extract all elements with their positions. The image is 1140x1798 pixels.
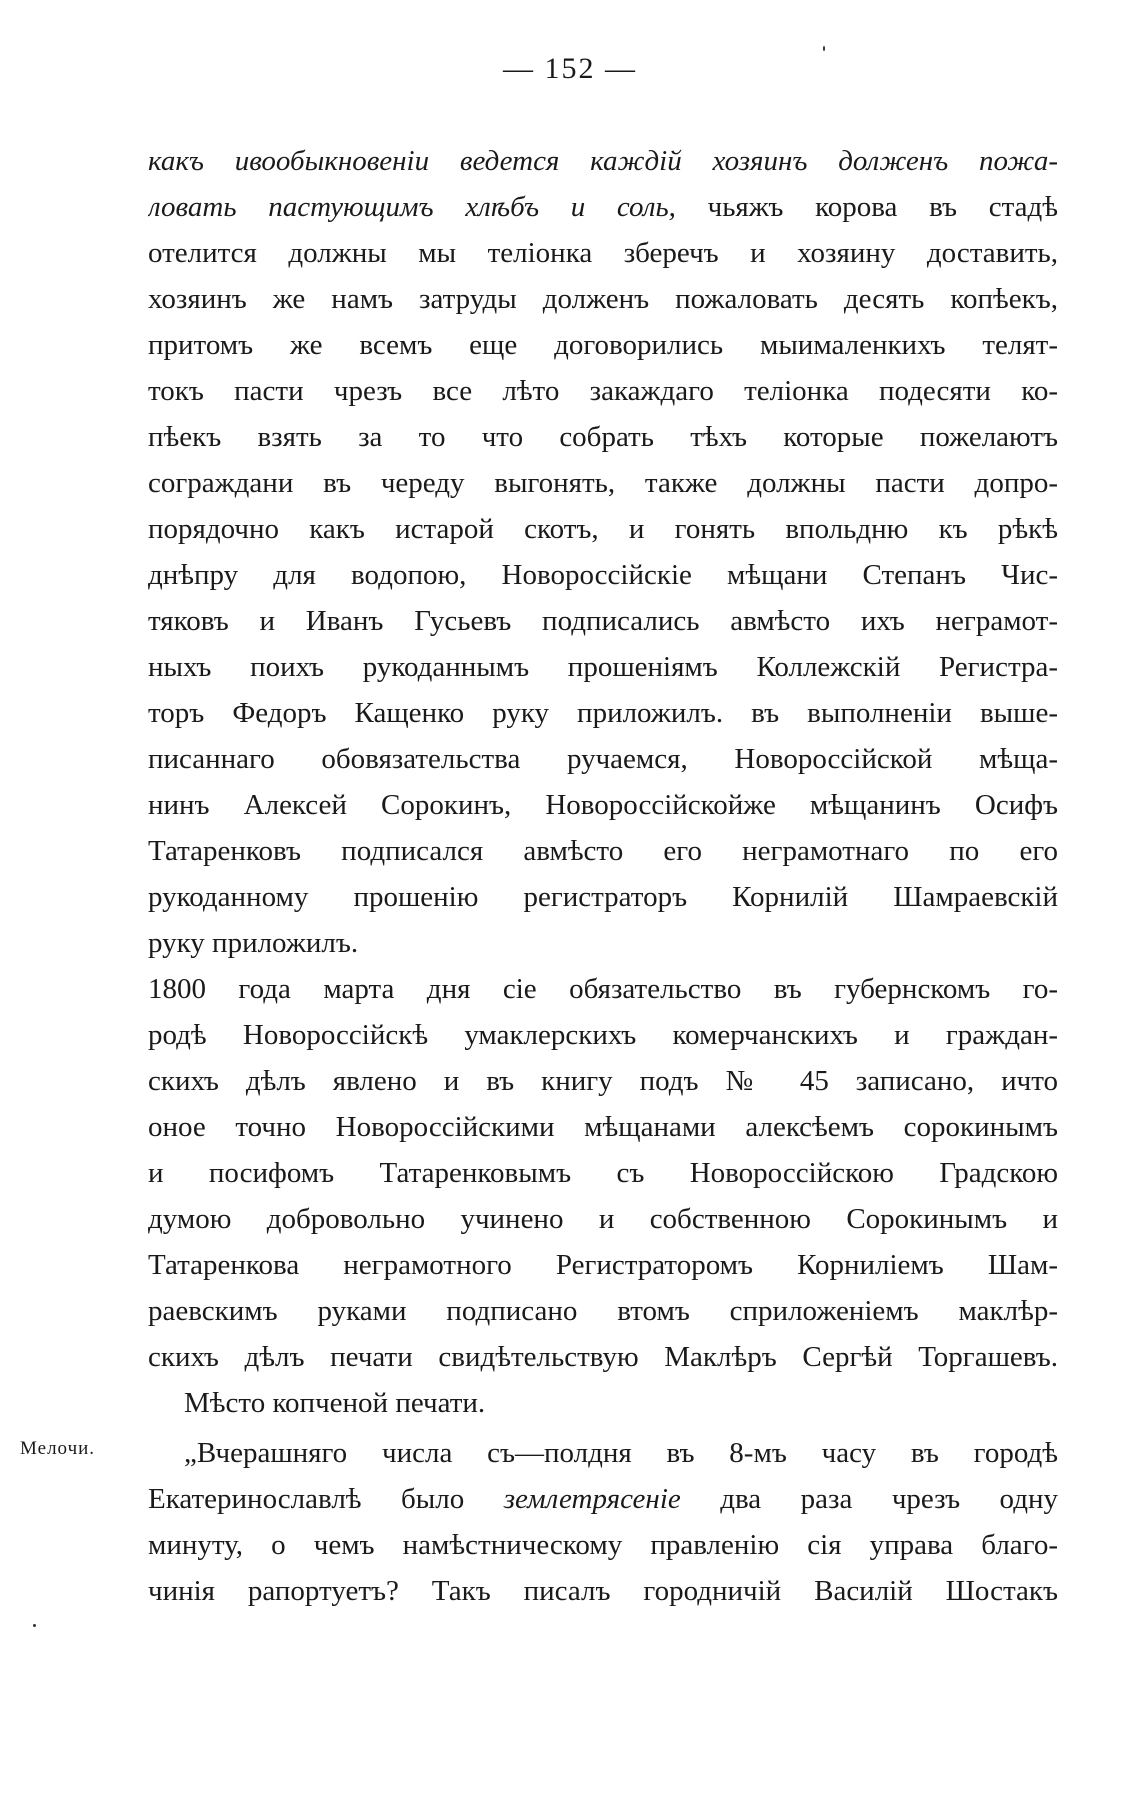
text-line: Татаренковъ подписался авмѣсто его неграмотнаго по его xyxy=(148,835,1058,867)
text-line: минуту, о чемъ намѣстническому правленію сія управа благо- xyxy=(148,1529,1058,1561)
page-number: — 152 — xyxy=(503,52,637,85)
text-line: отелится должны мы теліонка зберечъ и хозяину доставить, xyxy=(148,237,1058,269)
text-column xyxy=(148,138,1058,1614)
seal-line: Мѣсто копченой печати. xyxy=(184,1387,486,1419)
text-line: пѣекъ взять за то что собрать тѣхъ которые пожелаютъ xyxy=(148,421,1058,453)
text-line: руку приложилъ. xyxy=(148,927,359,959)
text-line: сограждани въ череду выгонять, также должны пасти допро- xyxy=(148,467,1058,499)
text-line: оное точно Новороссійскими мѣщанами алексѣемъ сорокинымъ xyxy=(148,1111,1058,1143)
stray-mark xyxy=(33,1624,36,1627)
text-line: порядочно какъ истарой скотъ, и гонять впольдню къ рѣкѣ xyxy=(148,513,1058,545)
text-line: „Вчерашняго числа съ—полдня въ 8-мъ часу въ городѣ xyxy=(184,1437,1058,1469)
stray-mark xyxy=(823,46,825,51)
text-line: раевскимъ руками подписано втомъ сприложеніемъ маклѣр- xyxy=(148,1295,1058,1327)
text-line: рукоданному прошенію регистраторъ Корнилій Шамраевскій xyxy=(148,881,1058,913)
text-line: родѣ Новороссійскѣ умаклерскихъ комерчанскихъ и граждан- xyxy=(148,1019,1058,1051)
text-fragment: два раза чрезъ одну xyxy=(680,1483,1058,1515)
margin-note: Мелочи. xyxy=(20,1438,96,1459)
text-line xyxy=(148,184,1058,230)
text-line: и посифомъ Татаренковымъ съ Новороссійскою Градскою xyxy=(148,1157,1058,1189)
text-line: хозяинъ же намъ затруды долженъ пожаловать десять копѣекъ, xyxy=(148,283,1058,315)
text-line: Татаренкова неграмотного Регистраторомъ Корниліемъ Шам- xyxy=(148,1249,1058,1281)
text-line: токъ пасти чрезъ все лѣто закаждаго теліонка подесяти ко- xyxy=(148,375,1058,407)
text-line: какъ ивообыкновеніи ведется каждій хозяинъ долженъ пожа- xyxy=(148,145,1058,177)
text-line: чинія рапортуетъ? Такъ писалъ городничій Василій Шостакъ xyxy=(148,1575,1058,1607)
text-line: тяковъ и Иванъ Гусьевъ подписались авмѣсто ихъ неграмот- xyxy=(148,605,1058,637)
text-fragment: Екатеринославлѣ было xyxy=(148,1483,504,1515)
text-line: скихъ дѣлъ явлено и въ книгу подъ № 45 записано, ичто xyxy=(148,1065,1058,1097)
text-line: думою добровольно учинено и собственною Сорокинымъ и xyxy=(148,1203,1058,1235)
text-line: торъ Федоръ Кащенко руку приложилъ. въ выполненіи выше- xyxy=(148,697,1058,729)
italic-phrase: землетрясеніе xyxy=(503,1483,681,1515)
text-line: нинъ Алексей Сорокинъ, Новороссійскойже мѣщанинъ Осифъ xyxy=(148,789,1058,821)
text-fragment: чьяжъ корова въ стадѣ xyxy=(675,191,1058,223)
text-line xyxy=(148,1476,1058,1522)
text-line: притомъ же всемъ еще договорились мыималенкихъ телят- xyxy=(148,329,1058,361)
text-line: днѣпру для водопою, Новороссійскіе мѣщани Степанъ Чис- xyxy=(148,559,1058,591)
paragraph-obligation xyxy=(148,138,1058,966)
text-line: скихъ дѣлъ печати свидѣтельствую Маклѣръ Сергѣй Торгашевъ. xyxy=(148,1341,1058,1373)
paragraph-registration xyxy=(148,966,1058,1380)
paragraph-earthquake xyxy=(148,1430,1058,1614)
text-line: писаннаго обовязательства ручаемся, Новороссійской мѣща- xyxy=(148,743,1058,775)
italic-phrase: ловать пастующимъ хлѣбъ и соль, xyxy=(148,191,676,223)
text-line: 1800 года марта дня сіе обязательство въ губернскомъ го- xyxy=(148,973,1058,1005)
text-line: ныхъ поихъ рукоданнымъ прошеніямъ Коллежскій Регистра- xyxy=(148,651,1058,683)
